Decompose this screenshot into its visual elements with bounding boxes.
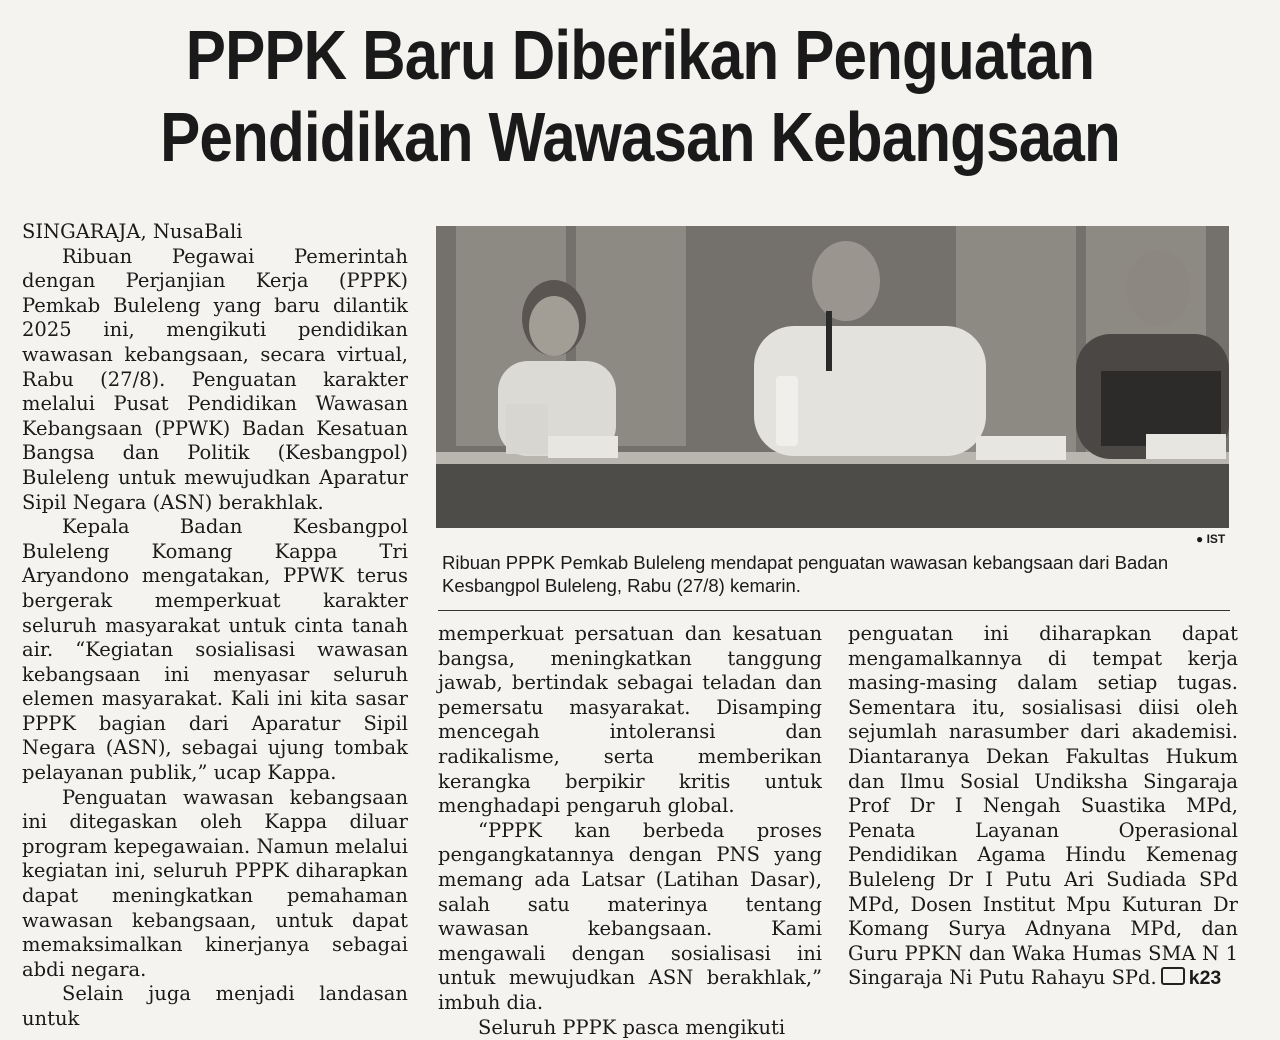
article-column-2: [438, 622, 822, 1040]
paragraph-closing: [848, 622, 1238, 991]
paragraph: Seluruh PPPK pasca mengikuti: [438, 1016, 822, 1040]
paragraph: Selain juga menjadi landasan untuk: [22, 982, 408, 1031]
paragraph-text: penguatan ini diharapkan dapat mengamalkannya di tempat kerja masing-masing dalam setiap tugas. Sementara itu, sosialisasi diisi oleh sejumlah narasumber dari akademisi. Diantaranya Dekan Fakultas Hukum dan Ilmu Sosial Undiksha Singaraja Prof Dr I Nengah Suastika MPd, Penata Layanan Operasional Pendidikan Agama Hindu Kemenag Buleleng Dr I Putu Ari Sudiada SPd MPd, Dosen Institut Mpu Kuturan Dr Komang Surya Adnyana MPd, dan Guru PPKN dan Waka Humas SMA N 1 Singaraja Ni Putu Rahayu SPd.: [848, 622, 1238, 989]
news-photo: [436, 226, 1229, 528]
paragraph: Penguatan wawasan kebangsaan ini ditegaskan oleh Kappa diluar program kepegawaian. Namun melalui kegiatan ini, seluruh PPPK diharapkan dapat meningkatkan pemahaman wawasan kebangsaan, untuk dapat memaksimalkan kinerjanya sebagai abdi negara.: [22, 786, 408, 983]
end-of-article-icon: [1161, 967, 1185, 985]
article-column-3: [848, 622, 1238, 991]
paragraph: Ribuan Pegawai Pemerintah dengan Perjanjian Kerja (PPPK) Pemkab Buleleng yang baru dilantik 2025 ini, mengikuti pendidikan wawasan kebangsaan, secara virtual, Rabu (27/8). Penguatan karakter melalui Pusat Pendidikan Wawasan Kebangsaan (PPWK) Badan Kesatuan Bangsa dan Politik (Kesbangpol) Buleleng untuk mewujudkan Aparatur Sipil Negara (ASN) berakhlak.: [22, 245, 408, 516]
dateline: SINGARAJA, NusaBali: [22, 220, 408, 245]
headline-line-1: PPPK Baru Diberikan Penguatan: [90, 14, 1191, 96]
headline: [90, 14, 1191, 178]
photo-credit: ● IST: [1196, 532, 1225, 546]
divider: [438, 610, 1230, 611]
article-column-1: [22, 220, 408, 1032]
paragraph: “PPPK kan berbeda proses pengangkatannya dengan PNS yang memang ada Latsar (Latihan Dasar), salah satu materinya tentang wawasan kebangsaan. Kami mengawali dengan sosialisasi ini untuk mewujudkan ASN berakhlak,” imbuh dia.: [438, 819, 822, 1016]
headline-line-2: Pendidikan Wawasan Kebangsaan: [90, 96, 1191, 178]
paragraph: Kepala Badan Kesbangpol Buleleng Komang Kappa Tri Aryandono mengatakan, PPWK terus bergerak memperkuat karakter seluruh masyarakat untuk cinta tanah air. “Kegiatan sosialisasi wawasan kebangsaan ini menyasar seluruh elemen masyarakat. Kali ini kita sasar PPPK bagian dari Aparatur Sipil Negara (ASN), sebagai ujung tombak pelayanan publik,” ucap Kappa.: [22, 515, 408, 786]
paragraph: memperkuat persatuan dan kesatuan bangsa, meningkatkan tanggung jawab, bertindak sebagai teladan dan pemersatu masyarakat. Disamping mencegah intoleransi dan radikalisme, serta memberikan kerangka berpikir kritis untuk menghadapi pengaruh global.: [438, 622, 822, 819]
author-code: k23: [1189, 967, 1222, 989]
photo-caption: Ribuan PPPK Pemkab Buleleng mendapat penguatan wawasan kebangsaan dari Badan Kesbangpol Buleleng, Rabu (27/8) kemarin.: [442, 551, 1232, 597]
